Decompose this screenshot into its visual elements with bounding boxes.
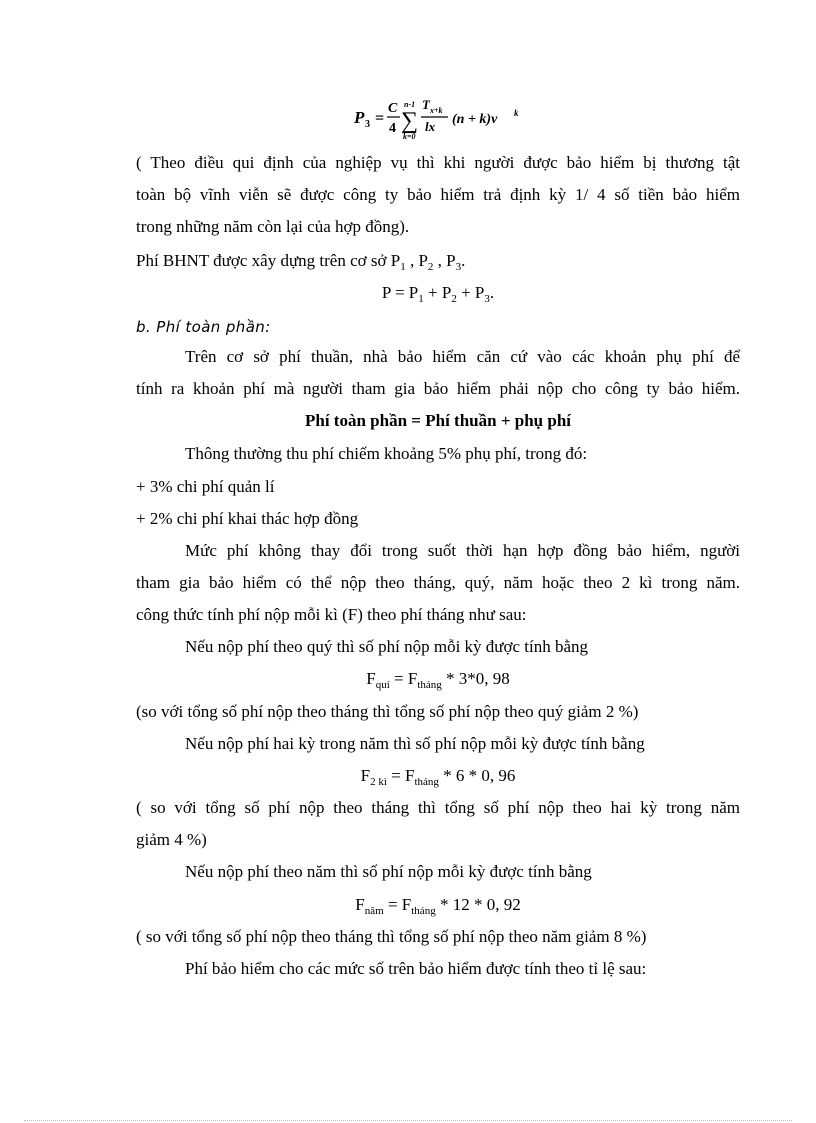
p3-lx: lx [425, 119, 436, 134]
hai-ky-note-line1: ( so với tổng số phí nộp theo tháng thì tổng số phí nộp theo hai kỳ trong năm [136, 798, 740, 817]
para2-line2: tính ra khoản phí mà người tham gia bảo hiểm phải nộp cho công ty bảo hiểm. [136, 379, 740, 398]
hai-ky-note-line2: giảm 4 %) [136, 830, 207, 849]
bhnt-line: Phí BHNT được xây dựng trên cơ sở $P_1$ , $P_2$ , $P_3$. [136, 251, 466, 273]
quy-intro: Nếu nộp phí theo quý thì số phí nộp mỗi kỳ được tính bằng [185, 637, 589, 656]
nam-intro: Nếu nộp phí theo năm thì số phí nộp mỗi kỳ được tính bằng [185, 862, 592, 881]
hai-ky-intro: Nếu nộp phí hai kỳ trong năm thì số phí nộp mỗi kỳ được tính bằng [185, 734, 645, 753]
para2-line1: Trên cơ sở phí thuần, nhà bảo hiểm căn cứ vào các khoản phụ phí để [185, 347, 740, 366]
bold-formula: Phí toàn phần = Phí thuần + phụ phí [305, 411, 571, 430]
p3-formula [350, 92, 530, 142]
para1-line1: ( Theo điều qui định của nghiệp vụ thì khi người được bảo hiểm bị thương tật [136, 153, 740, 172]
p3-four: 4 [389, 121, 396, 136]
quy-note: (so với tổng số phí nộp theo tháng thì tổng số phí nộp theo quý giảm 2 %) [136, 702, 639, 721]
p3-tail-sup: k [514, 108, 519, 118]
p3-c: C [388, 101, 398, 116]
para4-line1: Mức phí không thay đổi trong suốt thời hạn hợp đồng bảo hiểm, người [185, 541, 740, 560]
p3-sum-top: n-1 [404, 100, 416, 109]
quy-formula: $F_{quí} = F_{tháng} * 3*0$, 98 [366, 669, 510, 691]
p3-sum-bottom: k=0 [403, 132, 416, 141]
last-line: Phí bảo hiểm cho các mức số trên bảo hiểm được tính theo tỉ lệ sau: [185, 959, 647, 978]
p-sum-formula: $P = P_1 + P_2 + P_3$. [381, 283, 495, 305]
para4-line2: tham gia bảo hiểm có thể nộp theo tháng, quý, năm hoặc theo 2 kì trong năm. [136, 573, 740, 592]
page-bottom-border [24, 1120, 792, 1121]
p3-lhs: P [354, 108, 365, 127]
hai-ky-formula: $F_{2 kì} = F_{tháng} * 6 * 0$, 96 [360, 766, 516, 788]
sigma-symbol: ∑ [401, 108, 419, 134]
nam-formula: $F_{năm} = F_{tháng} * 12 * 0$, 92 [355, 895, 521, 917]
p3-t: T [422, 97, 430, 112]
p3-eq: = [375, 110, 385, 127]
para1-line3: trong những năm còn lại của hợp đồng). [136, 217, 410, 236]
para3: Thông thường thu phí chiếm khoảng 5% phụ phí, trong đó: [185, 444, 588, 463]
para1-line2: toàn bộ vĩnh viễn sẽ được công ty bảo hiểm trả định kỳ 1/ 4 số tiền bảo hiểm [136, 185, 740, 204]
nam-note: ( so với tổng số phí nộp theo tháng thì tổng số phí nộp theo năm giảm 8 %) [136, 927, 647, 946]
para4-line3: công thức tính phí nộp mỗi kì (F) theo phí tháng như sau: [136, 605, 527, 624]
p3-t-sub: x+k [430, 106, 443, 115]
p3-tail: (n + k)v [452, 112, 498, 127]
p3-lhs-sub: 3 [365, 119, 370, 130]
section-b-heading: b. Phí toàn phần: [136, 318, 271, 336]
item-1: + 3% chi phí quản lí [136, 477, 275, 496]
item-2: + 2% chi phí khai thác hợp đồng [136, 509, 359, 528]
